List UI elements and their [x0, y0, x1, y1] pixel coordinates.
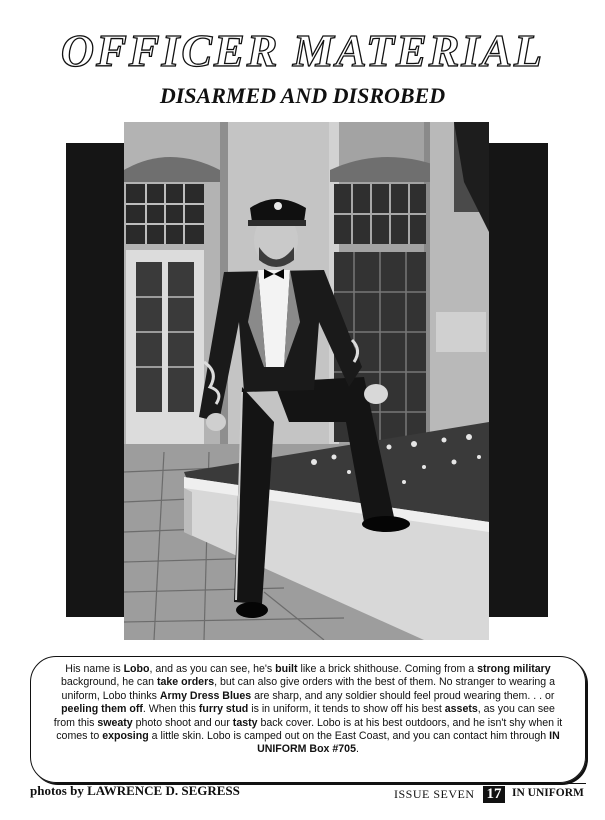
bio-text-run: , but can also give orders with the best of them. No stranger to wearing a uniform, Lobo thinks	[61, 676, 556, 702]
footer-rule	[394, 783, 586, 784]
bio-bold-phrase: peeling them off	[61, 703, 143, 716]
bio-bold-phrase: strong military	[477, 663, 551, 675]
bio-text-run: photo shoot and our	[132, 716, 233, 729]
bio-text-run: His name is	[65, 663, 124, 675]
photo	[124, 122, 489, 640]
bio-bold-phrase: take orders	[156, 676, 215, 689]
photo-credit: photos by LAWRENCE D. SEGRESS	[30, 783, 240, 798]
bio-text-run: back cover. Lobo is at his best outdoors, and he isn't shy when it comes to	[56, 716, 563, 743]
bio-box	[30, 656, 586, 783]
bio-text-run: .	[355, 743, 359, 756]
magazine-name: IN UNIFORM	[512, 787, 584, 799]
left-black-bar	[66, 143, 124, 617]
bio-bold-phrase: built	[275, 663, 298, 675]
bio-bold-phrase: assets	[444, 703, 478, 716]
bio-text-run: like a brick shithouse. Coming from a	[297, 663, 478, 675]
bio-text-run: , and as you can see, he's	[149, 663, 276, 675]
bio-bold-phrase: Lobo	[123, 663, 150, 675]
bio-text-run: is in uniform, it tends to show off his best	[248, 703, 445, 716]
bio-bold-phrase: exposing	[102, 730, 149, 743]
right-black-bar	[489, 143, 548, 617]
bio-text-run: a little skin. Lobo is camped out on the East Coast, and you can contact him through	[148, 730, 550, 743]
page-number: 17	[483, 786, 505, 803]
bio-bold-phrase: IN UNIFORM Box #705	[257, 730, 560, 756]
bio-bold-phrase: tasty	[232, 716, 258, 729]
issue-label: ISSUE SEVEN	[394, 787, 475, 801]
article-subtitle: DISARMED AND DISROBED	[159, 83, 446, 108]
bio-text	[51, 663, 565, 757]
bio-text-run: are sharp, and any soldier should feel proud wearing them. . . or	[251, 689, 555, 702]
article-title: OFFICER MATERIAL	[60, 25, 545, 76]
bio-text-run: . When this	[142, 703, 199, 716]
bio-bold-phrase: Army Dress Blues	[159, 689, 252, 702]
bio-text-run: , as you can see from this	[53, 703, 555, 729]
bio-text-run: background, he can	[60, 676, 157, 689]
bio-bold-phrase: furry stud	[198, 703, 249, 716]
bio-bold-phrase: sweaty	[97, 716, 133, 729]
